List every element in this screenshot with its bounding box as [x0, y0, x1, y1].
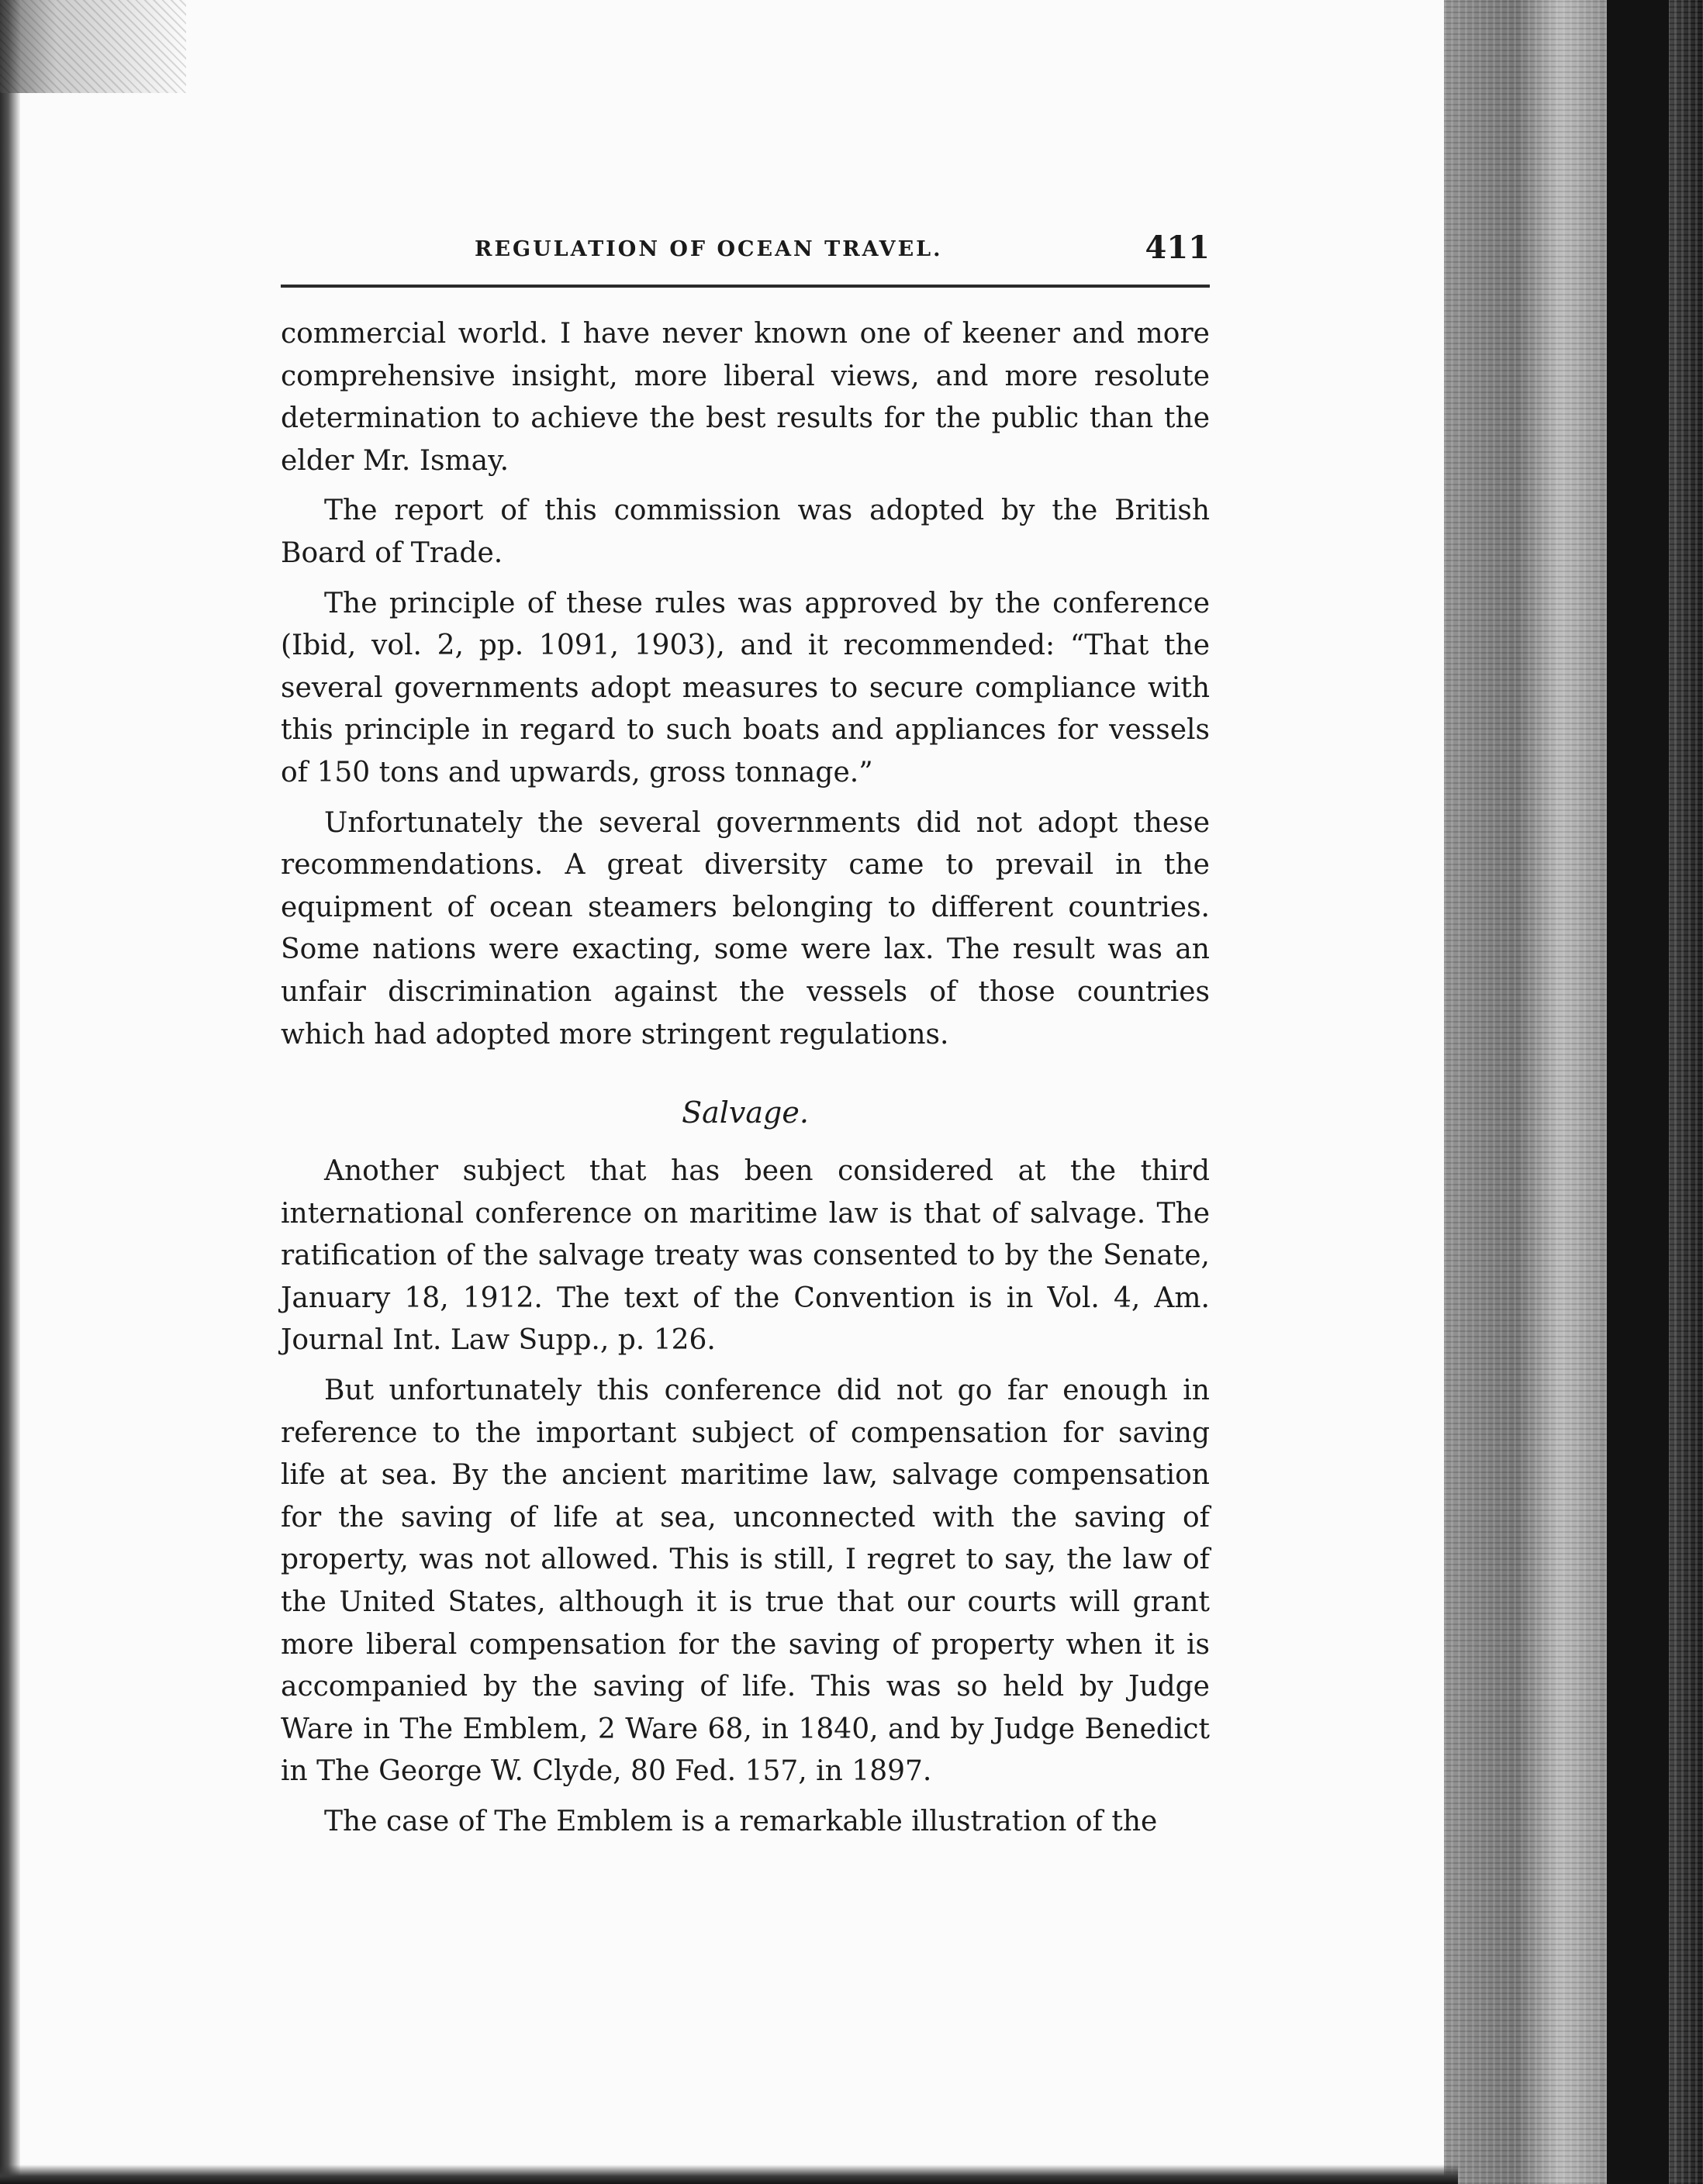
running-header [281, 229, 1210, 284]
paragraph: But unfortunately this conference did not go far enough in reference to the important subject of compensation for saving life at sea. By the ancient maritime law, salvage compensation for the saving of life at sea, unconnected with the saving of property, was not allowed. This is still, I regret to say, the law of the United States, although it is true that our courts will grant more liberal compensation for the saving of property when it is accompanied by the saving of life. This was so held by Judge Ware in The Emblem, 2 Ware 68, in 1840, and by Judge Benedict in The George W. Clyde, 80 Fed. 157, in 1897. [281, 1375, 1210, 1788]
bottom-page-edge [0, 2165, 1458, 2184]
header-rule [281, 285, 1210, 288]
paragraph: Another subject that has been considered at the third international conference on maritime law is that of salvage. The ratification of the salvage treaty was consented to by the Senate, January 18, 1912. The text of the Convention is in Vol. 4, Am. Journal Int. Law Supp., p. 126. [281, 1155, 1210, 1357]
page-number: 411 [1145, 229, 1210, 266]
right-binding-edge [1444, 0, 1703, 2184]
paragraph: Unfortunately the several governments did not adopt these recommendations. A great diversity came to prevail in the equipment of ocean steamers belonging to different countries. Some nations were exacting, some were lax. The result was an unfair discrimination against the vessels of those countries which had adopted more stringent regulations. [281, 806, 1210, 1051]
paragraph: The report of this commission was adopted by the British Board of Trade. [281, 495, 1210, 569]
left-page-edge [0, 0, 20, 2184]
paragraph: The principle of these rules was approved by the conference (Ibid, vol. 2, pp. 1091, 1903), and it recommended: “That the several governments adopt measures to secure compliance with this principle in regard to such boats and appliances for vessels of 150 tons and upwards, gross tonnage.” [281, 587, 1210, 788]
running-title: REGULATION OF OCEAN TRAVEL. [475, 237, 943, 261]
section-heading: Salvage. [682, 1095, 809, 1130]
paragraph: commercial world. I have never known one of keener and more comprehensive insight, more liberal views, and more resolute determination to achieve the best results for the public than the elder Mr. Ismay. [281, 318, 1210, 477]
scan-noise-top-left [0, 0, 186, 93]
paragraph: The case of The Emblem is a remarkable illustration of the [324, 1806, 1158, 1837]
body-text [281, 313, 1210, 1851]
binding-shadow [1607, 0, 1669, 2184]
